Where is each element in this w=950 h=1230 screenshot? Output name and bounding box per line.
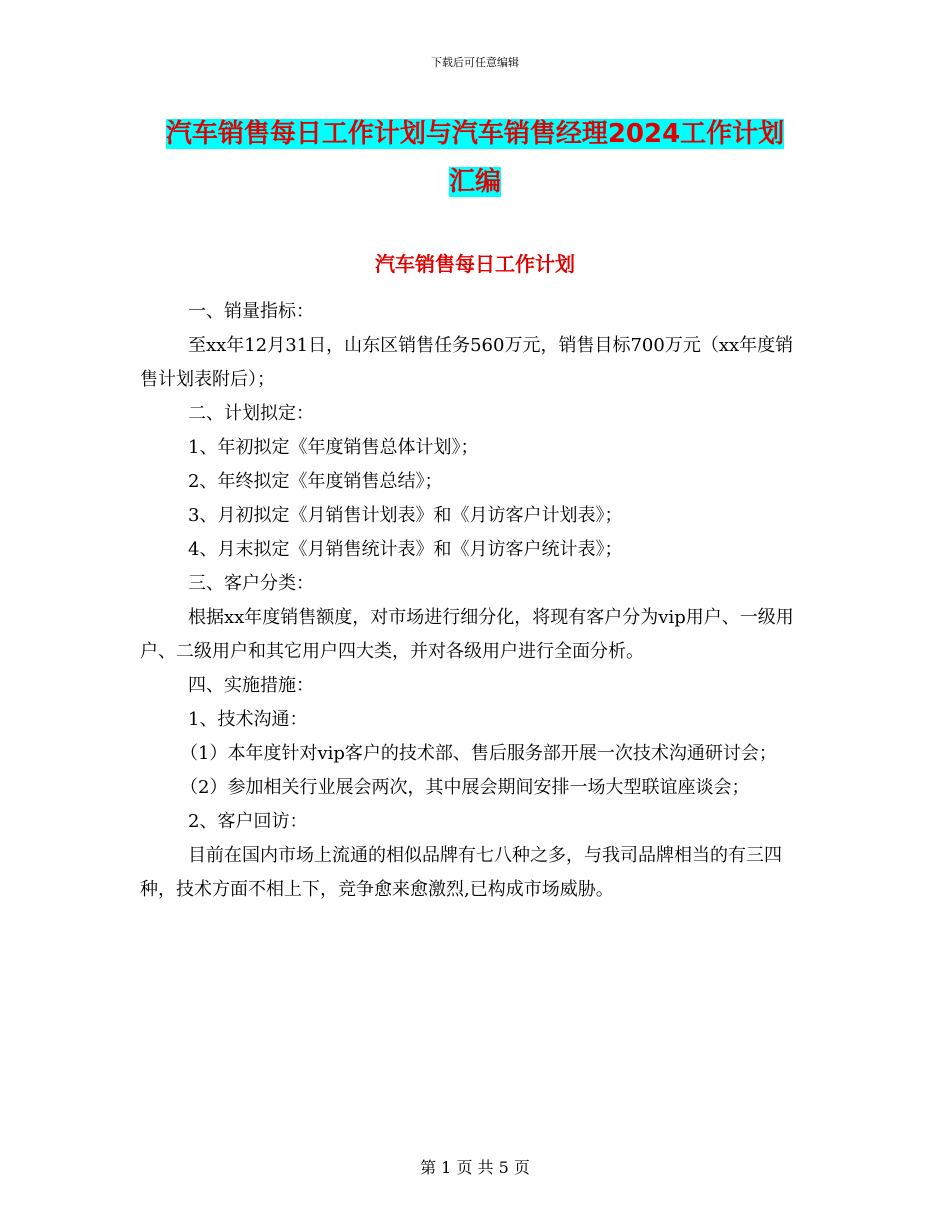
header-note: 下载后可任意编辑 <box>431 56 519 69</box>
paragraph: 目前在国内市场上流通的相似品牌有七八种之多，与我司品牌相当的有三四种，技术方面不相上下，竞争愈来愈激烈,已构成市场威胁。 <box>140 845 782 900</box>
page-footer: 第 1 页 共 5 页 <box>420 1158 530 1177</box>
paragraph: 四、实施措施： <box>188 675 314 696</box>
section-title: 汽车销售每日工作计划 <box>375 252 575 276</box>
paragraph: 1、年初拟定《年度销售总体计划》； <box>188 437 479 458</box>
document-body <box>140 295 810 907</box>
paragraph: 1、技术沟通： <box>188 709 308 730</box>
paragraph: 至xx年12月31日，山东区销售任务560万元，销售目标700万元（xx年度销售计划表附后）； <box>140 335 794 390</box>
paragraph: 三、客户分类： <box>188 573 314 594</box>
paragraph: 二、计划拟定： <box>188 403 314 424</box>
paragraph: 2、年终拟定《年度销售总结》； <box>188 471 443 492</box>
title-line-1: 汽车销售每日工作计划与汽车销售经理2024工作计划 <box>165 119 785 149</box>
paragraph: 一、销量指标： <box>188 301 314 322</box>
paragraph: 3、月初拟定《月销售计划表》和《月访客户计划表》； <box>188 505 623 526</box>
paragraph: （2）参加相关行业展会两次，其中展会期间安排一场大型联谊座谈会； <box>180 777 750 798</box>
paragraph: 2、客户回访： <box>188 811 308 832</box>
paragraph: 根据xx年度销售额度，对市场进行细分化，将现有客户分为vip用户、一级用户、二级用户和其它用户四大类，并对各级用户进行全面分析。 <box>140 607 794 662</box>
title-line-2: 汇编 <box>448 167 501 197</box>
paragraph: （1）本年度针对vip客户的技术部、售后服务部开展一次技术沟通研讨会； <box>180 743 777 764</box>
document-title <box>140 110 810 206</box>
paragraph: 4、月末拟定《月销售统计表》和《月访客户统计表》； <box>188 539 623 560</box>
